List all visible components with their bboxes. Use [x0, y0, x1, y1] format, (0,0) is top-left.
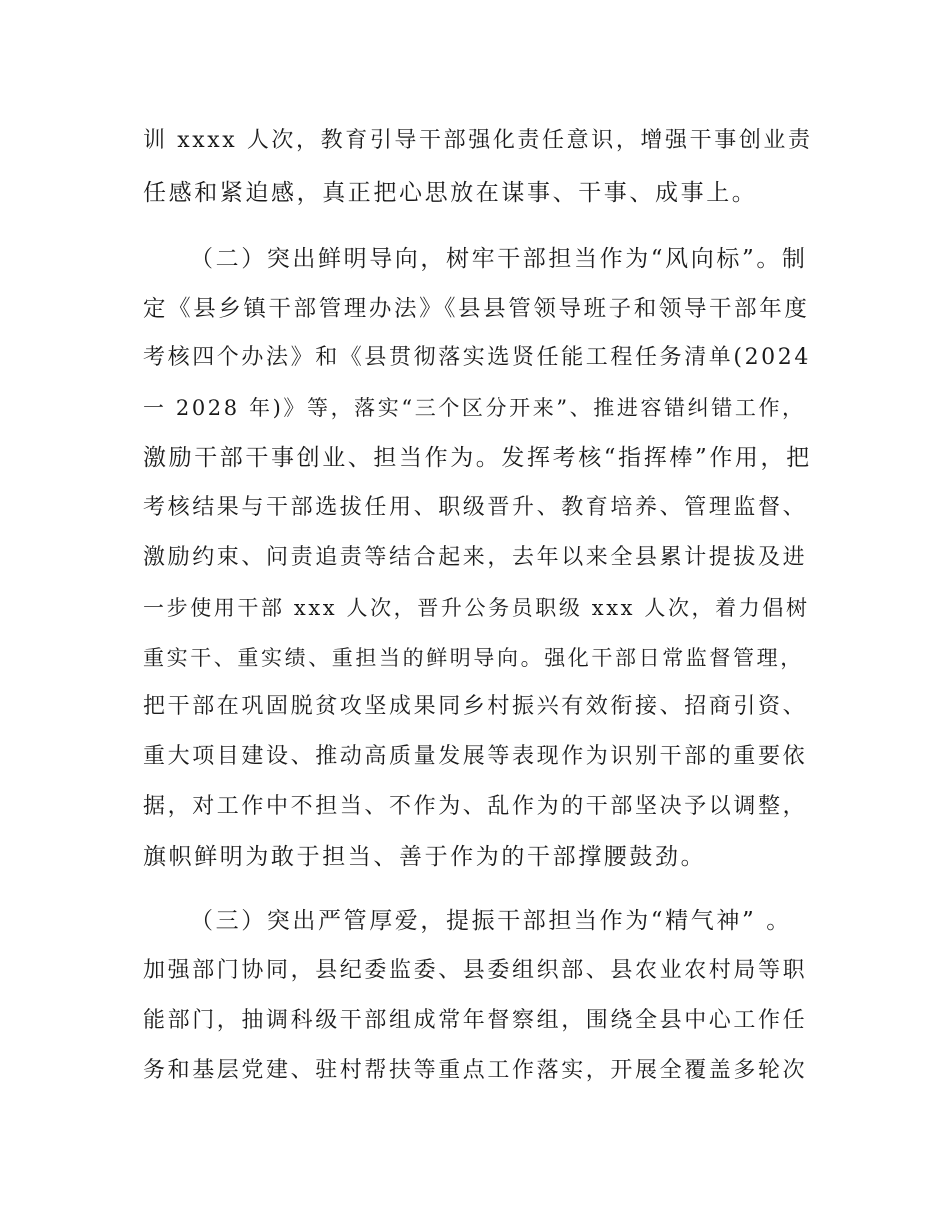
paragraph-2-line-5: 激励干部干事创业、担当作为。发挥考核“指挥棒”作用，把	[143, 445, 812, 471]
paragraph-2-line-11: 重大项目建设、推动高质量发展等表现作为识别干部的重要依	[143, 744, 808, 769]
paragraph-2-line-12: 据，对工作中不担当、不作为、乱作为的干部坚决予以调整，	[143, 794, 808, 819]
paragraph-1-line-2: 任感和紧迫感，真正把心思放在谋事、干事、成事上。	[143, 180, 758, 206]
paragraph-2-line-4: 一 2028 年)》等，落实“三个区分开来”、推进容错纠错工作，	[143, 396, 806, 420]
paragraph-3-line-4: 务和基层党建、驻村帮扶等重点工作落实，开展全覆盖多轮次	[143, 1058, 808, 1083]
section-3-heading-line: （三）突出严管厚爱，提振干部担当作为“精气神” 。	[190, 908, 792, 934]
section-2-heading-line: （二）突出鲜明导向，树牢干部担当作为“风向标”。制	[190, 246, 808, 272]
paragraph-2-line-2: 定《县乡镇干部管理办法》《县县管领导班子和领导干部年度	[143, 296, 810, 322]
paragraph-3-line-3: 能部门，抽调科级干部组成常年督察组，围绕全县中心工作任	[143, 1008, 808, 1033]
paragraph-2-line-8: 一步使用干部 xxx 人次，晋升公务员职级 xxx 人次，着力倡树	[143, 596, 810, 620]
paragraph-1-line-1: 训 xxxx 人次，教育引导干部强化责任意识，增强干事创业责	[143, 128, 813, 153]
paragraph-3-line-2: 加强部门协同，县纪委监委、县委组织部、县农业农村局等职	[143, 958, 808, 983]
paragraph-2-line-7: 激励约束、问责追责等结合起来，去年以来全县累计提拔及进	[143, 545, 808, 570]
paragraph-2-line-6: 考核结果与干部选拔任用、职级晋升、教育培养、管理监督、	[143, 495, 808, 520]
paragraph-2-line-9: 重实干、重实绩、重担当的鲜明导向。强化干部日常监督管理，	[143, 646, 804, 670]
paragraph-2-line-3: 考核四个办法》和《县贯彻落实选贤任能工程任务清单(2024	[143, 345, 811, 370]
paragraph-2-line-13: 旗帜鲜明为敢于担当、善于作为的干部撑腰鼓劲。	[143, 844, 707, 870]
paragraph-2-line-10: 把干部在巩固脱贫攻坚成果同乡村振兴有效衔接、招商引资、	[143, 694, 808, 719]
